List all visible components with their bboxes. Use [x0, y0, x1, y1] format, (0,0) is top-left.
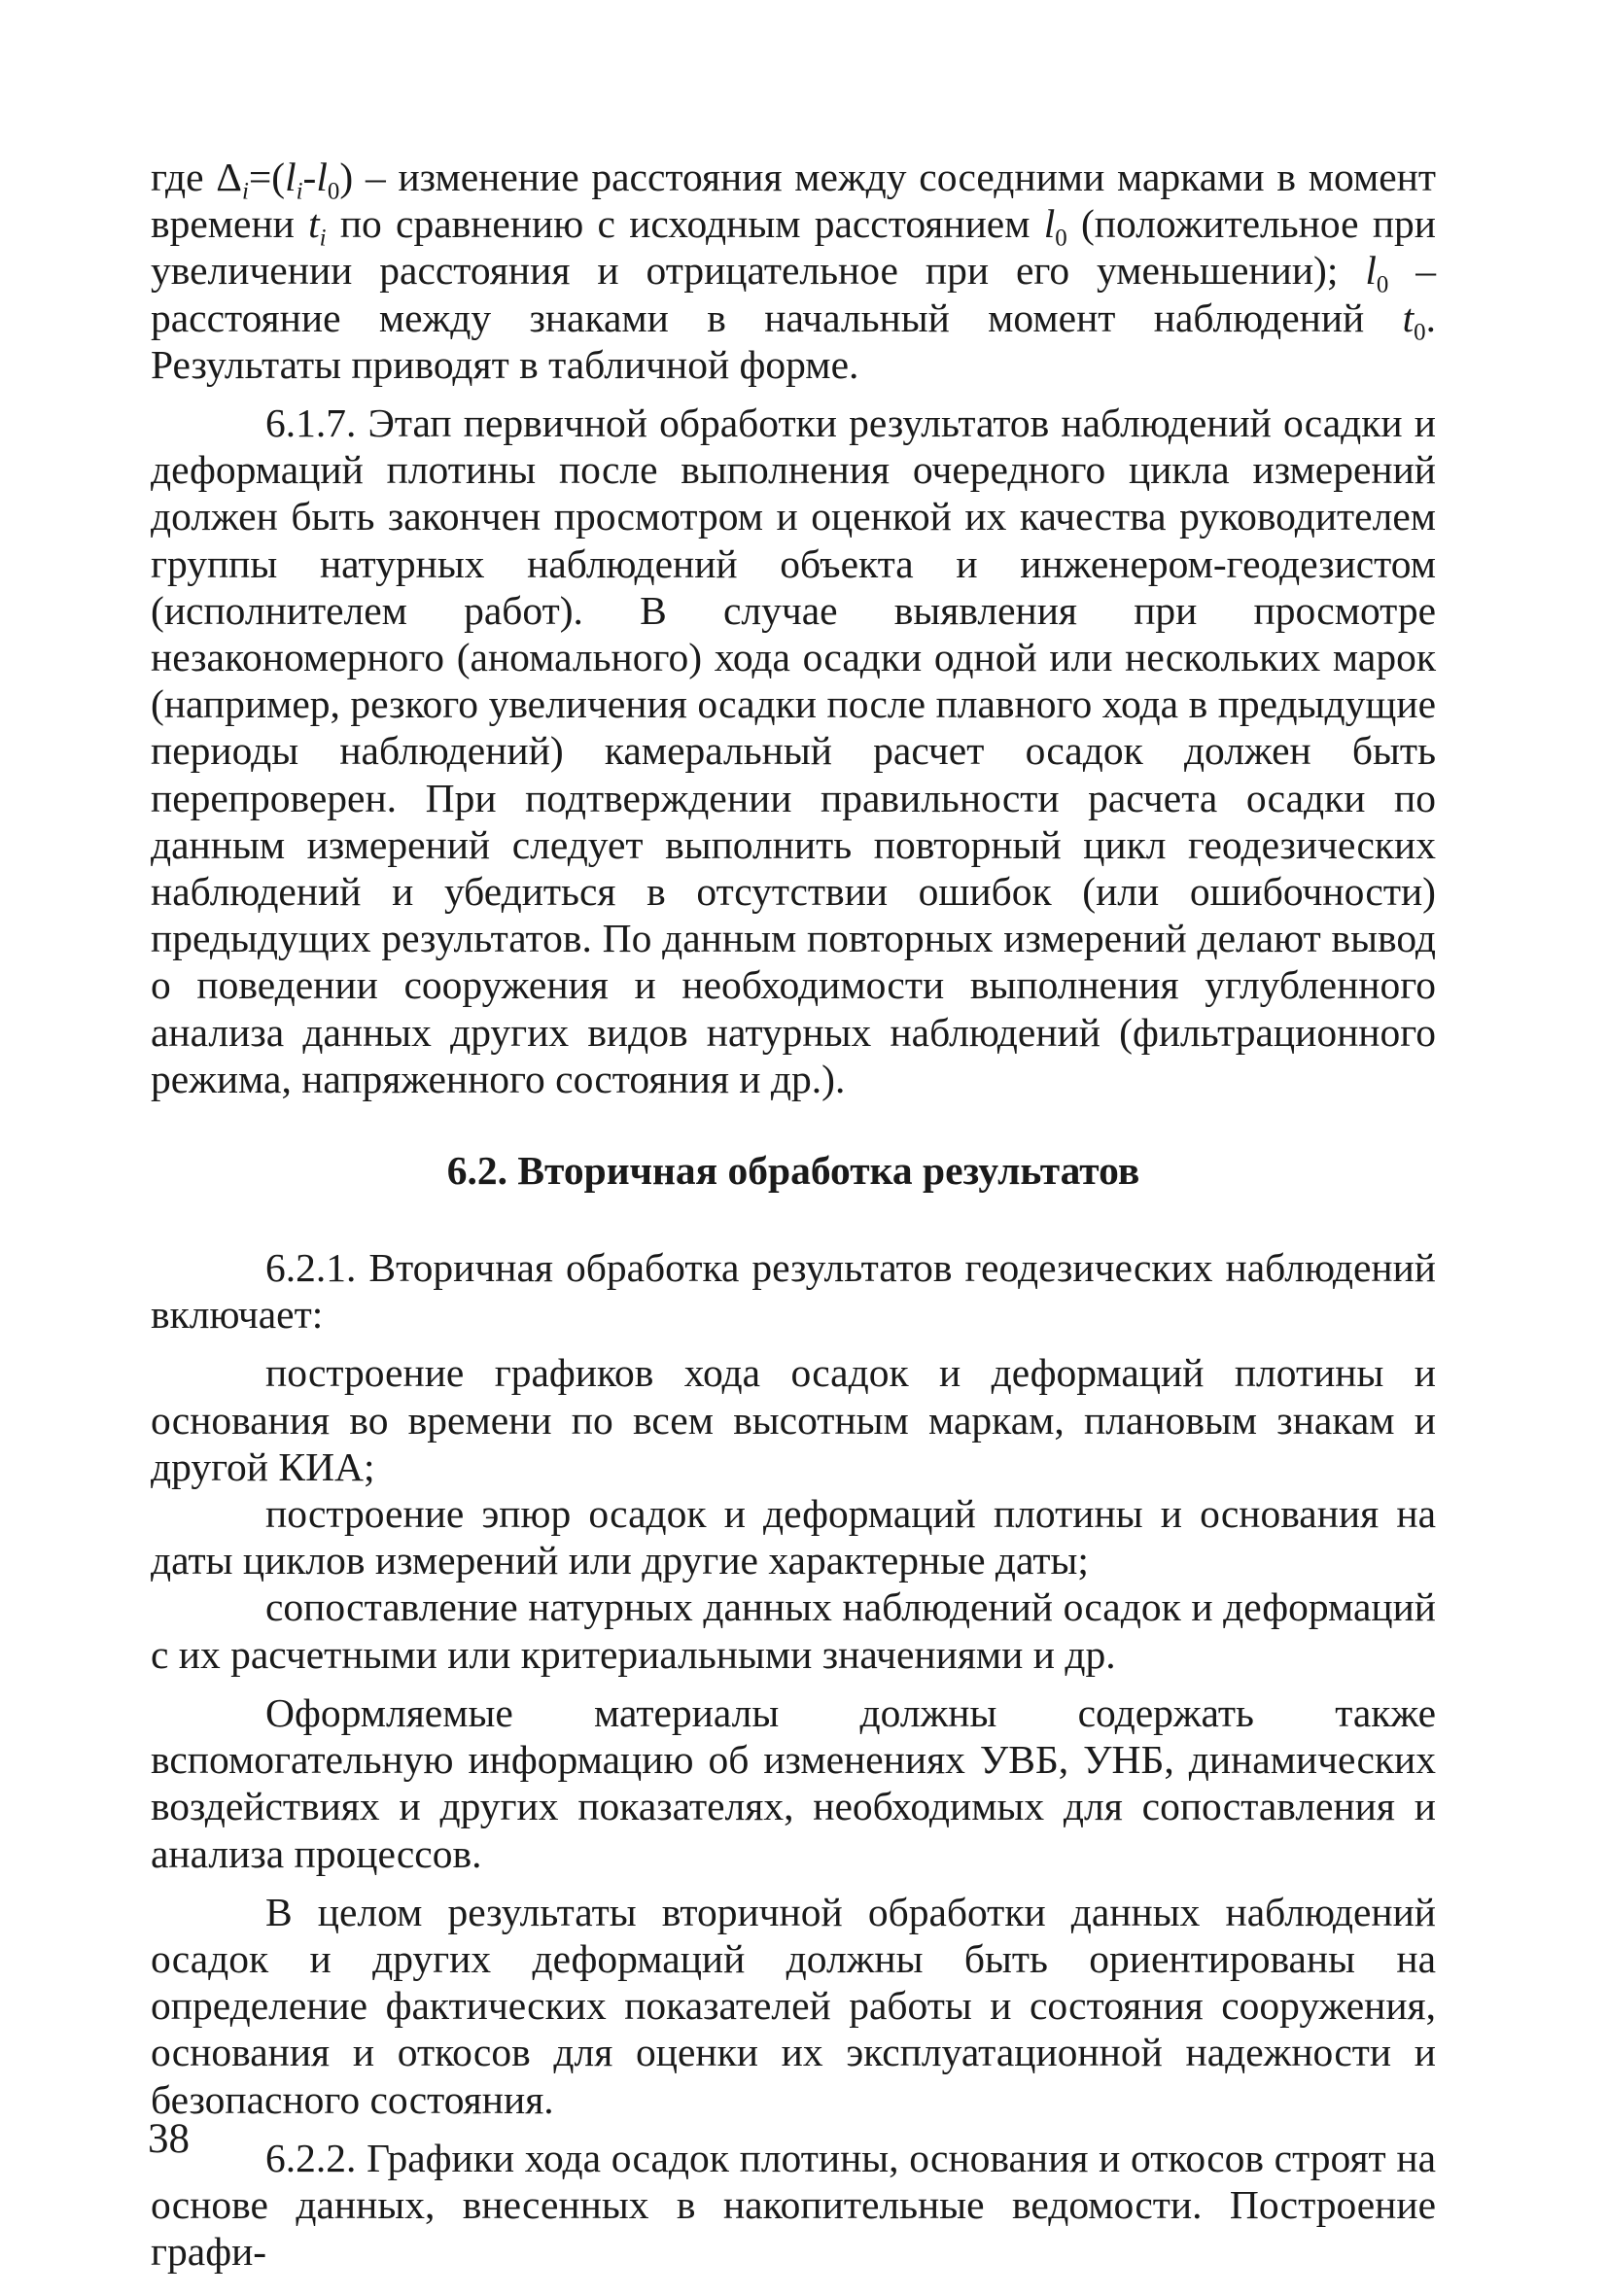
paragraph-6-2-2: 6.2.2. Графики хода осадок плотины, основания и откосов строят на основе данных, внесенных в накопительные ведомости. Построение графи- — [151, 2135, 1436, 2275]
subscript: 0 — [1376, 272, 1389, 299]
subscript: i — [241, 178, 249, 205]
paragraph-definitions — [151, 154, 1436, 388]
paragraph-6-2-1: 6.2.1. Вторичная обработка результатов геодезических наблюдений включает: — [151, 1245, 1436, 1338]
text-fragment: по сравнению с исходным расстоянием — [326, 201, 1044, 247]
text-fragment: . Результаты приводят в табличной форме. — [151, 295, 1436, 387]
subscript: 0 — [1055, 225, 1067, 252]
paragraph-materials: Оформляемые материалы должны содержать также вспомогательную информацию об изменениях УВБ, УНБ, динамических воздействиях и других показателях, необходимых для сопоставления и анализа процессов. — [151, 1689, 1436, 1876]
variable-l: l — [316, 155, 328, 199]
text-fragment: – расстояние между знаками в начальный момент наблюдений — [151, 248, 1437, 340]
variable-t: t — [1402, 295, 1415, 340]
text-fragment: – изменение расстояния между соседними марками в момент времени — [151, 155, 1436, 247]
variable-t: t — [308, 201, 320, 247]
formula-part: - — [302, 155, 317, 199]
subscript: i — [319, 225, 327, 252]
variable-l: l — [285, 155, 297, 199]
list-item: построение эпюр осадок и деформаций плотины и основания на даты циклов измерений или другие характерные даты; — [151, 1491, 1436, 1583]
subscript: i — [296, 178, 303, 205]
formula-part: ) — [339, 155, 354, 199]
paragraph-6-1-7: 6.1.7. Этап первичной обработки результатов наблюдений осадки и деформаций плотины после выполнения очередного цикла измерений должен быть закончен просмотром и оценкой их качества руководителем группы натурных наблюдений объекта и инженером-геодезистом (исполнителем работ). В случае выявления при просмотре незакономерного (аномального) хода осадки одной или нескольких марок (например, резкого увеличения осадки после плавного хода в предыдущие периоды наблюдений) камеральный расчет осадок должен быть перепроверен. При подтверждении правильности расчета осадки по данным измерений следует выполнить повторный цикл геодезических наблюдений и убедиться в отсутствии ошибок (или ошибочности) предыдущих результатов. По данным повторных измерений делают вывод о поведении сооружения и необходимости выполнения углубленного анализа данных других видов натурных наблюдений (фильтрационного режима, напряженного состояния и др.). — [151, 400, 1436, 1101]
list-item: сопоставление натурных данных наблюдений осадок и деформаций с их расчетными или критериальными значениями и др. — [151, 1584, 1436, 1677]
body-text — [151, 154, 1436, 2275]
subscript: 0 — [327, 178, 340, 205]
variable-l: l — [1365, 248, 1377, 294]
page-number: 38 — [148, 2116, 190, 2162]
subscript: 0 — [1414, 319, 1426, 346]
text-fragment: (положительное при увеличении расстояния и отрицательное при его уменьшении); — [151, 201, 1436, 294]
paragraph-overall: В целом результаты вторичной обработки данных наблюдений осадок и других деформаций должны быть ориентированы на определение фактических показателей работы и состояния сооружения, основания и откосов для оценки их эксплуатационной надежности и безопасного состояния. — [151, 1889, 1436, 2122]
variable-l: l — [1043, 201, 1056, 247]
list-item: построение графиков хода осадок и деформаций плотины и основания во времени по всем высотным маркам, плановым знакам и другой КИА; — [151, 1350, 1436, 1489]
delta-symbol: Δ — [216, 155, 242, 199]
section-heading: 6.2. Вторичная обработка результатов — [446, 1148, 1140, 1194]
text-fragment: где — [151, 155, 217, 199]
formula-part: =( — [248, 155, 286, 199]
